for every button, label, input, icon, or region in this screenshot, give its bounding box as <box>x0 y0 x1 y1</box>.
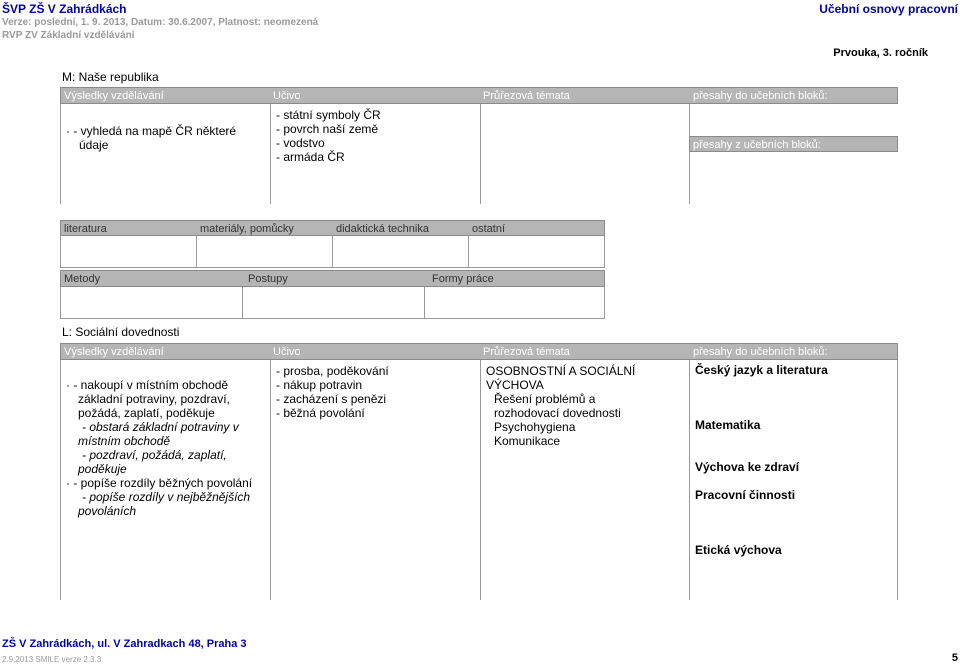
theme-heading: OSOBNOSTNÍ A SOCIÁLNÍ <box>486 364 636 378</box>
methods-label: Metody <box>64 273 101 285</box>
result-line: základní potraviny, pozdraví, <box>78 392 230 406</box>
curriculum-item: - zacházení s penězi <box>276 392 387 406</box>
section-l-curriculum <box>276 364 389 420</box>
section-m-curriculum <box>276 108 381 164</box>
resource-cell <box>332 236 469 268</box>
theme-item: Řešení problémů a <box>494 392 596 406</box>
footer-software: 2.9.2013 SMILE verze 2.3.3 <box>2 655 102 664</box>
result-line: místním obchodě <box>78 434 171 448</box>
methods-cell <box>424 287 605 319</box>
resource-cell <box>60 236 197 268</box>
result-line: poděkuje <box>78 462 127 476</box>
column-results: Výsledky vzdělávání <box>64 346 164 358</box>
subject-grade: Prvouka, 3. ročník <box>833 47 928 59</box>
column-divider <box>270 360 271 600</box>
result-line: - pozdraví, požádá, zaplatí, <box>82 448 227 462</box>
page-number: 5 <box>951 652 958 664</box>
subject-math: Matematika <box>695 418 761 432</box>
curriculum-item: - prosba, poděkování <box>276 364 389 378</box>
column-divider <box>270 104 271 204</box>
subject-work: Pracovní činnosti <box>695 488 796 502</box>
result-line: - obstará základní potraviny v <box>82 420 239 434</box>
column-to-blocks: přesahy do učebních bloků: <box>693 346 828 358</box>
result-line: · - vyhledá na mapě ČR některé <box>66 124 237 138</box>
section-title-m: M: Naše republika <box>62 70 159 84</box>
curriculum-item: - běžná povolání <box>276 406 365 420</box>
resource-technique: didaktická technika <box>336 223 429 235</box>
column-themes: Průřezová témata <box>483 346 570 358</box>
rvp-line: RVP ZV Základní vzdělávání <box>2 30 135 41</box>
result-line: · - popíše rozdíly běžných povolání <box>66 476 253 490</box>
document-type: Učební osnovy pracovní <box>819 2 958 16</box>
resources-header-bar <box>60 220 605 236</box>
theme-item: rozhodovací dovednosti <box>494 406 621 420</box>
forms-label: Formy práce <box>432 273 494 285</box>
result-line: povoláních <box>78 504 137 518</box>
column-curriculum: Učivo <box>273 346 301 358</box>
curriculum-item: - nákup potravin <box>276 378 363 392</box>
section-l-themes <box>486 364 635 448</box>
curriculum-item: - povrch naší země <box>276 122 379 136</box>
section-title-l: L: Sociální dovednosti <box>62 325 180 339</box>
column-divider <box>60 360 61 600</box>
column-themes: Průřezová témata <box>483 90 570 102</box>
resource-materials: materiály, pomůcky <box>200 223 294 235</box>
curriculum-item: - státní symboly ČR <box>276 108 381 122</box>
from-blocks-bar <box>689 136 898 152</box>
section-m-header-bar <box>60 87 898 104</box>
subject-health: Výchova ke zdraví <box>695 460 800 474</box>
version-line: Verze: poslední, 1. 9. 2013, Datum: 30.6.2007, Platnost: neomezená <box>2 17 319 28</box>
resource-literature: literatura <box>64 223 107 235</box>
column-divider <box>60 104 61 204</box>
subject-czech: Český jazyk a literatura <box>695 363 828 377</box>
column-divider <box>689 360 690 600</box>
column-divider <box>480 360 481 600</box>
theme-item: Psychohygiena <box>494 420 576 434</box>
methods-cell <box>242 287 425 319</box>
column-results: Výsledky vzdělávání <box>64 90 164 102</box>
curriculum-item: - vodstvo <box>276 136 325 150</box>
theme-item: Komunikace <box>494 434 561 448</box>
theme-heading: VÝCHOVA <box>486 378 544 392</box>
result-line: · - nakoupí v místním obchodě <box>66 378 229 392</box>
column-to-blocks: přesahy do učebních bloků: <box>693 90 828 102</box>
result-line: - popíše rozdíly v nejběžnějších <box>82 490 251 504</box>
column-curriculum: Učivo <box>273 90 301 102</box>
column-divider <box>689 104 690 204</box>
methods-cell <box>60 287 243 319</box>
resource-cell <box>196 236 333 268</box>
column-from-blocks: přesahy z učebních bloků: <box>693 139 821 151</box>
procedures-label: Postupy <box>248 273 288 285</box>
resource-other: ostatní <box>472 223 506 235</box>
subject-ethics: Etická výchova <box>695 543 782 557</box>
curriculum-item: - armáda ČR <box>276 150 345 164</box>
footer-school: ZŠ V Zahrádkách, ul. V Zahradkach 48, Praha 3 <box>2 638 247 650</box>
section-l-results <box>66 378 252 518</box>
column-divider <box>480 104 481 204</box>
section-l-header-bar <box>60 343 898 360</box>
resource-cell <box>468 236 605 268</box>
section-m-results <box>66 124 236 152</box>
column-divider <box>897 360 898 600</box>
result-line: požádá, zaplatí, poděkuje <box>78 406 215 420</box>
document-title: ŠVP ZŠ V Zahrádkách <box>2 2 127 16</box>
result-line: údaje <box>79 138 109 152</box>
methods-header-bar <box>60 270 605 287</box>
